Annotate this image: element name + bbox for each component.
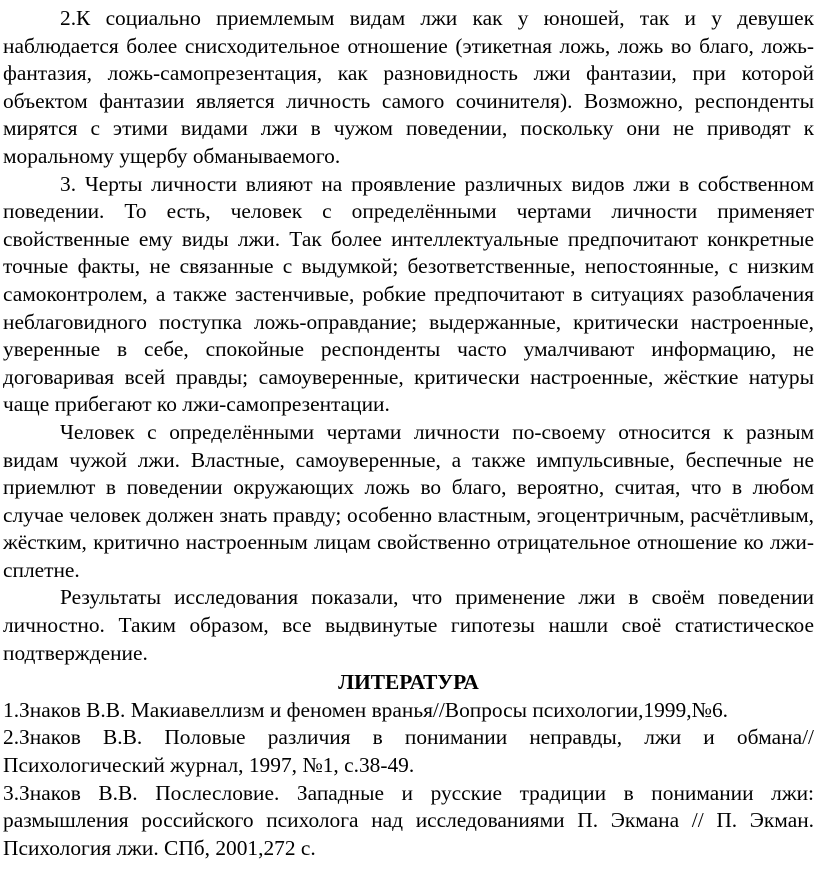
reference-item-1: 1.Знаков В.В. Макиавеллизм и феномен вранья//Вопросы психологии,1999,№6. bbox=[3, 697, 728, 722]
paragraph-conclusion-3: 3. Черты личности влияют на проявление различных видов лжи в собственном поведении. То есть, человек с определёнными чертами личности применяет свойственные ему виды лжи. Так более интеллектуальные предпочитают конкретные точные факты, не связанные с выдумкой; безответственные, непостоянные, с низким самоконтролем, а также застенчивые, робкие предпочитают в ситуациях разоблачения неблаговидного поступка ложь-оправдание; выдержанные, критически настроенные, уверенные в себе, спокойные респонденты часто умалчивают информацию, не договаривая всей правды; самоуверенные, критически настроенные, жёсткие натуры чаще прибегают ко лжи-самопрезентации. bbox=[3, 171, 814, 417]
reference-item-2: 2.Знаков В.В. Половые различия в понимании неправды, лжи и обмана// Психологический журнал, 1997, №1, с.38-49. bbox=[3, 725, 814, 778]
reference-item-3: 3.Знаков В.В. Послесловие. Западные и русские традиции в понимании лжи: размышления российского психолога над исследованиями П. Экмана // П. Экман. Психология лжи. СПб, 2001,272 с. bbox=[3, 780, 814, 860]
paragraph-attitude-to-others-lies: Человек с определёнными чертами личности по-своему относится к разным видам чужой лжи. Властные, самоуверенные, а также импульсивные, беспечные не приемлют в поведении окружающих ложь во благо, вероятно, считая, что в любом случае человек должен знать правду; особенно властным, эгоцентричным, расчётливым, жёстким, критично настроенным лицам свойственно отрицательное отношение ко лжи-сплетне. bbox=[3, 419, 814, 582]
paragraph-results-summary: Результаты исследования показали, что применение лжи в своём поведении личностно. Таким образом, все выдвинутые гипотезы нашли своё статистическое подтверждение. bbox=[3, 585, 814, 665]
references-heading: ЛИТЕРАТУРА bbox=[338, 670, 479, 695]
paragraph-conclusion-2: 2.К социально приемлемым видам лжи как у юношей, так и у девушек наблюдается более снисходительное отношение (этикетная ложь, ложь во благо, ложь-фантазия, ложь-самопрезентация, как разновидность лжи фантазии, при которой объектом фантазии является личность самого сочинителя). Возможно, респонденты мирятся с этими видами лжи в чужом поведении, поскольку они не приводят к моральному ущербу обманываемого. bbox=[3, 6, 814, 168]
references-list bbox=[3, 697, 814, 863]
